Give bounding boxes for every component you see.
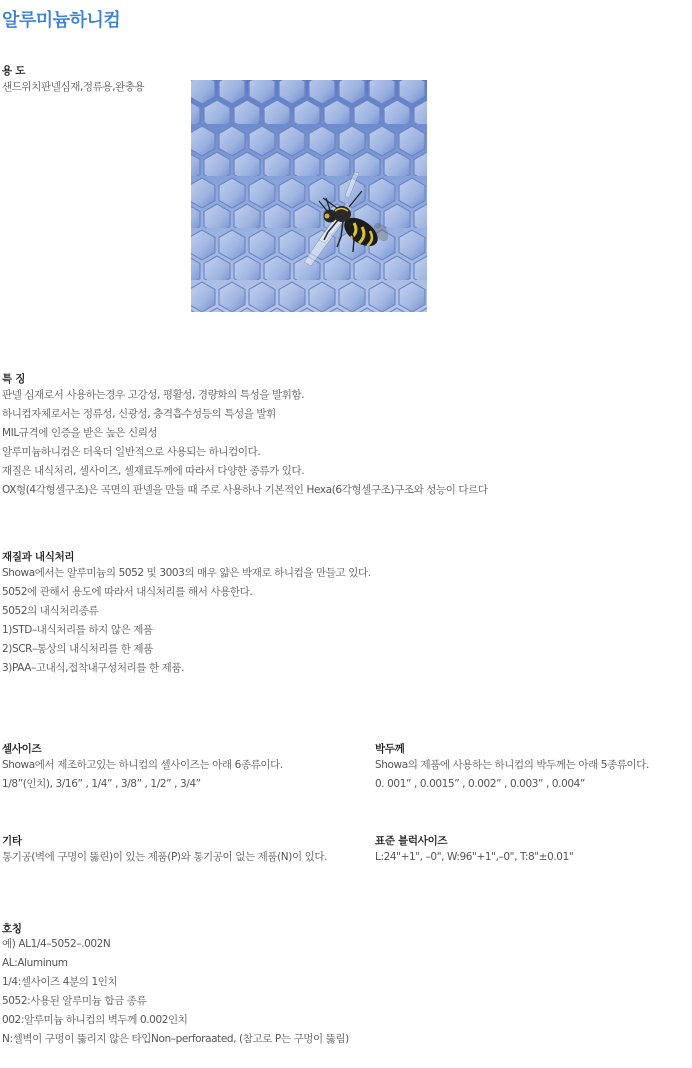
features-line: OX형(4각형셀구조)은 곡면의 판넬을 만들 때 주로 사용하나 기본적인 Hexa(6각형셀구조)구조와 성능이 다르다 — [2, 484, 488, 496]
block-size-heading: 표준 블럭사이즈 — [375, 835, 448, 847]
block-size-list — [375, 848, 573, 867]
other-line: 통기공(벽에 구명이 뚫린)이 있는 제품(P)와 통기공이 없는 제품(N)이 있다. — [2, 851, 328, 863]
material-line: 1)STD–내식처리를 하지 않은 제품 — [2, 624, 153, 636]
features-list — [2, 386, 488, 500]
material-line: Showa에서는 알루미늄의 5052 및 3003의 매우 얇은 박재로 하니컴을 만들고 있다. — [2, 567, 371, 579]
cell-size-line: Showa에서 제조하고있는 하니컴의 셀사이즈는 아래 6종류이다. — [2, 759, 283, 771]
other-heading: 기타 — [2, 835, 22, 847]
features-line: 재질은 내식처리, 셀사이즈, 셀재료두께에 따라서 다양한 종류가 있다. — [2, 465, 305, 477]
material-line: 2)SCR–통상의 내식처리를 한 제품 — [2, 643, 153, 655]
usage-heading: 용 도 — [2, 65, 26, 77]
features-line: 판넬 심재로서 사용하는경우 고강성, 평활성, 경량화의 특성을 발휘함. — [2, 389, 305, 401]
designation-line: AL:Aluminum — [2, 957, 68, 969]
foil-thickness-line: Showa의 제품에 사용하는 하니컴의 박두께는 아래 5종류이다. — [375, 759, 649, 771]
features-line: 하니컴자체로서는 정류성, 신광성, 충격흡수성등의 특성을 발휘 — [2, 408, 276, 420]
designation-heading: 호칭 — [2, 923, 22, 935]
foil-thickness-list — [375, 756, 649, 794]
honeycomb-with-wasp-image — [191, 80, 427, 312]
designation-line: 1/4:셀사이즈 4분의 1인치 — [2, 976, 118, 988]
cell-size-list — [2, 756, 283, 794]
features-line: MIL규격에 인증을 받은 높은 신뢰성 — [2, 427, 158, 439]
other-list — [2, 848, 327, 867]
usage-text: 샌드위치판넬심재,정류용,완충용 — [2, 81, 145, 93]
designation-line: 5052:사용된 알루미늄 합금 종류 — [2, 995, 147, 1007]
material-list — [2, 564, 371, 678]
cell-size-line: 1/8”(인치), 3/16” , 1/4” , 3/8” , 1/2” , 3/4” — [2, 778, 201, 790]
cell-size-heading: 셀사이즈 — [2, 743, 42, 755]
designation-line: N:셀벽이 구멍이 뚫리지 않은 타입Non–perforaated, (참고로 P는 구멍이 뚫림) — [2, 1033, 349, 1045]
block-size-line: L:24"+1", –0", W:96"+1",–0", T:8"±0.01" — [375, 851, 574, 863]
page-title: 알루미늄하니컴 — [2, 10, 121, 31]
designation-line: 예) AL1/4–5052–.002N — [2, 938, 111, 950]
material-line: 5052의 내식처리종류 — [2, 605, 99, 617]
foil-thickness-line: 0. 001” , 0.0015” , 0.002” , 0.003” , 0.004” — [375, 778, 585, 790]
material-line: 3)PAA–고내식,접착내구성처리를 한 제품. — [2, 662, 185, 674]
designation-line: 002:알루미늄 하니컴의 벽두께 0.002인치 — [2, 1014, 188, 1026]
features-line: 알루미늄하니컴은 더욱더 일반적으로 사용되는 하니컴이다. — [2, 446, 261, 458]
features-heading: 특 징 — [2, 373, 26, 385]
designation-list — [2, 935, 349, 1049]
foil-thickness-heading: 박두께 — [375, 743, 405, 755]
material-heading: 재질과 내식처리 — [2, 551, 75, 563]
material-line: 5052에 관해서 용도에 따라서 내식처리를 해서 사용한다. — [2, 586, 253, 598]
